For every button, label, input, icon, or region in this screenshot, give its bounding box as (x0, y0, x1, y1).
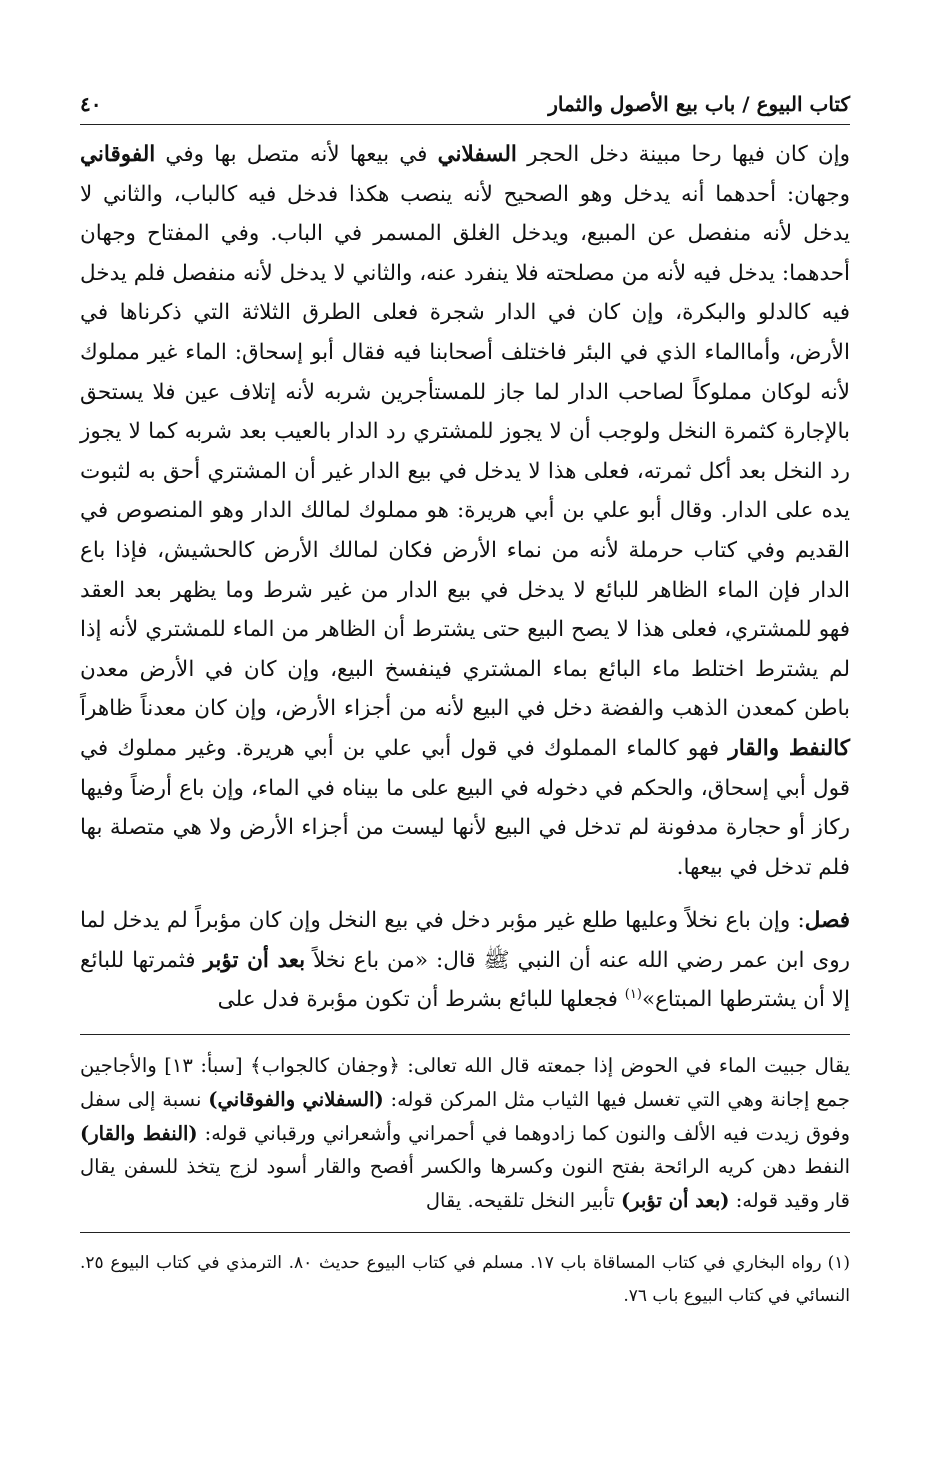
text-run: فهو كالماء المملوك في قول أبي علي بن أبي هريرة. وغير مملوك في قول أبي إسحاق، والحكم في دخوله في البيع على ما بيناه في الماء، وإن باع أرضاً وفيها ركاز أو حجارة مدفونة لم تدخل في البيع لأنها ليست من أجزاء الأرض ولا هي متصلة بها فلم تدخل في بيعها. (80, 735, 850, 880)
footnote-divider (80, 1232, 850, 1233)
text-run: يقال جبيت الماء في الحوض إذا جمعته قال الله تعالى: ﴿وجفان كالجواب﴾ [سبأ: ١٣] والأجاجين جمع إجانة وهي التي تغسل فيها الثياب مثل المركن قوله: (80, 1054, 850, 1111)
text-run: : وإن باع نخلاً وعليها طلع غير مؤبر دخل في بيع النخل وإن كان مؤبراً لم يدخل لما روى ابن عمر رضي الله عنه أن النبي ﷺ قال: «من باع نخلاً (80, 908, 850, 973)
main-text (80, 135, 850, 1020)
running-title: كتاب البيوع / باب بيع الأصول والثمار (548, 92, 850, 116)
text-run: تأبير النخل تلقيحه. يقال (425, 1189, 621, 1213)
text-run: فجعلها للبائع بشرط أن تكون مؤبرة فدل على (217, 987, 625, 1013)
paragraph-2 (80, 901, 850, 1020)
text-run: وإن كان فيها رحا مبينة دخل الحجر (516, 142, 850, 167)
bold-term: كالنفط والقار (728, 735, 850, 761)
footnote-marker: (١) (624, 987, 642, 1003)
bold-term: بعد أن تؤبر (203, 947, 306, 973)
bold-term: (بعد أن تؤبر) (620, 1189, 730, 1213)
bold-term: (السفلاني والفوقاني) (208, 1087, 384, 1111)
book-page (80, 92, 850, 1313)
footnote-number: (١) (827, 1253, 850, 1274)
footnote-text: رواه البخاري في كتاب المساقاة باب ١٧. مسلم في كتاب البيوع حديث ٨٠. الترمذي في كتاب البيوع ٢٥. النسائي في كتاب البيوع باب ٧٦. (80, 1253, 850, 1307)
text-run: وجهان: أحدهما أنه يدخل وهو الصحيح لأنه ينصب هكذا فدخل فيه كالباب، والثاني لا يدخل لأنه منفصل عن المبيع، ويدخل الغلق المسمر في الباب. وفي المفتاح وجهان أحدهما: يدخل فيه لأنه من مصلحته فلا ينفرد عنه، والثاني لا يدخل لأنه منفصل فلم يدخل فيه كالدلو والبكرة، وإن كان في الدار شجرة فعلى الطرق الثلاثة التي ذكرناها في الأرض، وأماالماء الذي في البئر فاختلف أصحابنا فيه فقال أبو إسحاق: الماء غير مملوك لأنه لوكان مملوكاً لصاحب الدار لما جاز للمستأجرين شربه لأنه إتلاف عين فلا يستحق بالإجارة كثمرة النخل ولوجب أن لا يجوز للمشتري رد الدار بالعيب بعد شربه كما لا يجوز رد النخل بعد أكل ثمرته، فعلى هذا لا يدخل في بيع الدار غير أن المشتري أحق به لثبوت يده على الدار. وقال أبو علي بن أبي هريرة: هو مملوك لمالك الدار وهو المنصوص في القديم وفي كتاب حرملة لأنه من نماء الأرض فكان لمالك الأرض كالحشيش، فإذا باع الدار فإن الماء الظاهر للبائع لا يدخل في بيع الدار من غير شرط وما يظهر بعد العقد فهو للمشتري، فعلى هذا لا يصح البيع حتى يشترط أن الظاهر من الماء للمشتري لأنه إذا لم يشترط اختلط ماء البائع بماء المشتري فينفسخ البيع، وإن كان في الأرض معدن باطن كمعدن الذهب والفضة دخل في البيع لأنه من أجزاء الأرض، وإن كان معدناً ظاهراً (80, 181, 850, 722)
text-run: فثمرتها للبائع إلا أن يشترطها المبتاع» (80, 947, 850, 1013)
notes-divider (80, 1034, 850, 1035)
bold-term: الفوقاني (80, 142, 156, 167)
bold-term: السفلاني (437, 142, 517, 167)
glossary-notes (80, 1049, 850, 1218)
paragraph-1 (80, 135, 850, 887)
footnote-1 (80, 1247, 850, 1313)
text-run: نسبة إلى سفل وفوق زيدت فيه الألف والنون كما زادوهما في أحمراني وأشعراني ورقباني قوله: (80, 1087, 851, 1145)
page-header (80, 92, 850, 125)
page-number: ٤٠ (80, 92, 102, 116)
text-run: في بيعها لأنه متصل بها وفي (155, 142, 438, 167)
bold-term: (النفط والقار) (80, 1121, 198, 1145)
text-run: النفط دهن كريه الرائحة بفتح النون وكسرها والكسر أفصح والقار أسود لزج يتخذ للسفن يقال قار وقيد قوله: (80, 1155, 850, 1213)
bold-term: فصل (804, 908, 850, 934)
